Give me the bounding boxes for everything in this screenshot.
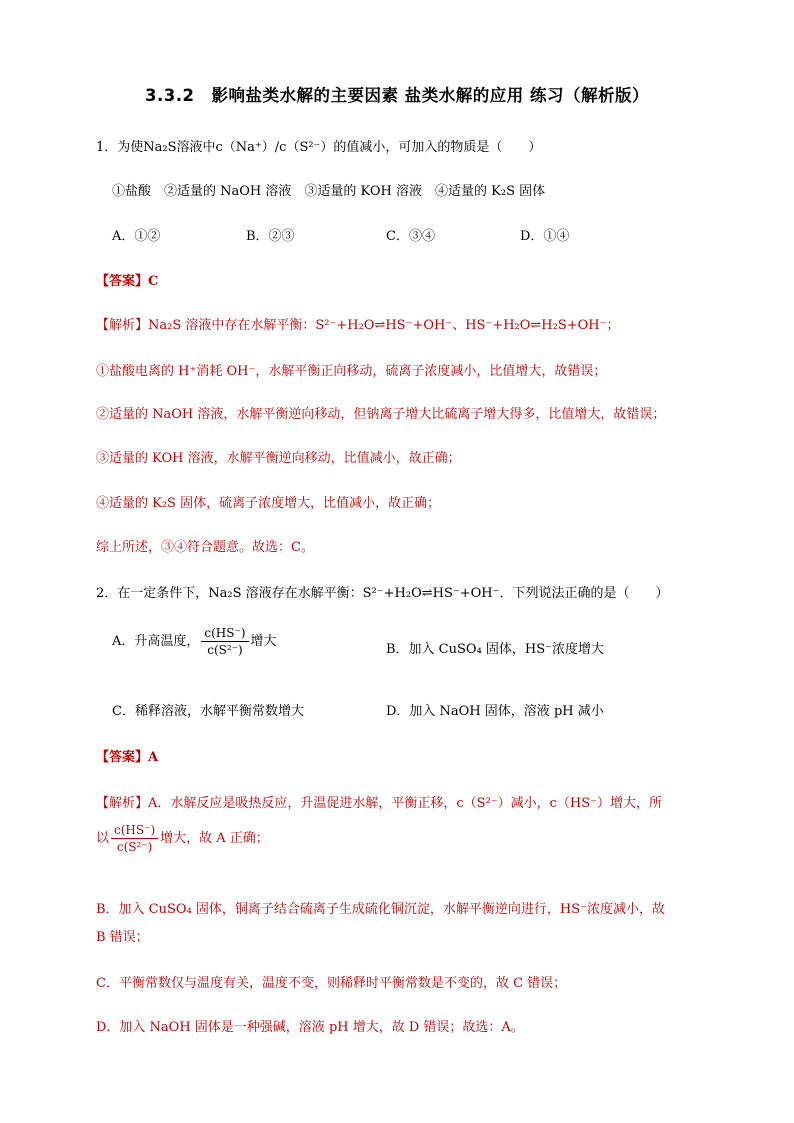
q1-answer: 【答案】C <box>96 274 159 289</box>
q2-analysis-line: B．加入 CuSO₄ 固体，铜离子结合硫离子生成硫化铜沉淀，水解平衡逆向进行，HS⁻浓度减小，故 <box>96 902 666 917</box>
q2-option-a-suffix: 增大 <box>250 634 277 649</box>
q1-items: ①盐酸 ②适量的 NaOH 溶液 ③适量的 KOH 溶液 ④适量的 K₂S 固体 <box>112 184 546 199</box>
q1-analysis-line: 综上所述，③④符合题意。故选：C。 <box>96 540 314 555</box>
q1-analysis-line: ①盐酸电离的 H⁺消耗 OH⁻，水解平衡正向移动，硫离子浓度减小，比值增大，故错误； <box>96 364 607 379</box>
ratio-fraction <box>111 823 158 854</box>
q2-option-d: D．加入 NaOH 固体，溶液 pH 减小 <box>386 704 604 719</box>
q2-answer: 【答案】A <box>96 750 159 765</box>
q1-stem: 1．为使Na₂S溶液中c（Na⁺）/c（S²⁻）的值减小，可加入的物质是（ ） <box>96 140 542 155</box>
q2-option-a-prefix: A．升高温度， <box>112 634 200 649</box>
q2-stem: 2．在一定条件下，Na₂S 溶液存在水解平衡：S²⁻+H₂O⇌HS⁻+OH⁻．下列说法正确的是（ ） <box>96 586 669 601</box>
q2-analysis-line: D．加入 NaOH 固体是一种强碱，溶液 pH 增大，故 D 错误；故选：A。 <box>96 1020 524 1035</box>
q1-analysis-line: ③适量的 KOH 溶液，水解平衡逆向移动，比值减小，故正确； <box>96 451 461 466</box>
q2-analysis-line: 【解析】A．水解反应是吸热反应，升温促进水解，平衡正移，c（S²⁻）减小，c（HS⁻）增大，所 <box>96 796 663 811</box>
fraction-denominator: c(S²⁻) <box>207 643 243 657</box>
q1-analysis-line: 【解析】Na₂S 溶液中存在水解平衡：S²⁻+H₂O⇌HS⁻+OH⁻、HS⁻+H₂O⇌H₂S+OH⁻； <box>96 318 620 333</box>
q2-option-a <box>112 626 277 657</box>
q2-analysis-line: C．平衡常数仅与温度有关，温度不变，则稀释时平衡常数是不变的，故 C 错误； <box>96 976 567 991</box>
page-title: 3.3.2 影响盐类水解的主要因素 盐类水解的应用 练习（解析版） <box>145 86 649 105</box>
q1-option-b: B．②③ <box>246 229 295 244</box>
q2-analysis-prefix: 以 <box>96 831 110 846</box>
fraction-numerator: c(HS⁻) <box>201 626 248 642</box>
q2-option-b: B．加入 CuSO₄ 固体，HS⁻浓度增大 <box>386 642 605 657</box>
q2-option-c: C．稀释溶液，水解平衡常数增大 <box>112 704 304 719</box>
q2-analysis-line-fraction <box>96 823 269 854</box>
q2-analysis-line: B 错误； <box>96 930 149 945</box>
q2-analysis-suffix: 增大，故 A 正确； <box>160 831 269 846</box>
q1-option-d: D．①④ <box>520 229 570 244</box>
q1-option-a: A．①② <box>112 229 161 244</box>
fraction-numerator: c(HS⁻) <box>111 823 158 839</box>
q1-analysis-line: ②适量的 NaOH 溶液，水解平衡逆向移动，但钠离子增大比硫离子增大得多，比值增大，故错误； <box>96 407 666 422</box>
fraction-denominator: c(S²⁻) <box>116 840 153 854</box>
q1-analysis-line: ④适量的 K₂S 固体，硫离子浓度增大，比值减小，故正确； <box>96 496 441 511</box>
ratio-fraction <box>201 626 248 657</box>
q1-option-c: C．③④ <box>386 229 435 244</box>
